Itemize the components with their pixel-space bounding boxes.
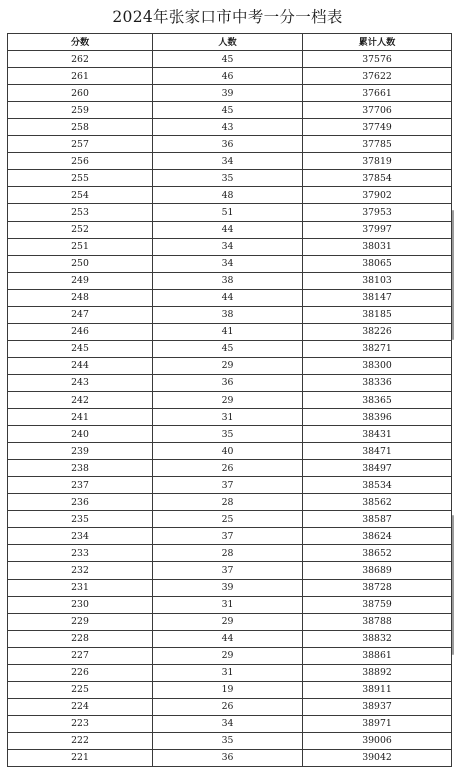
count-cell: 41: [153, 323, 303, 340]
count-cell: 48: [153, 187, 303, 204]
count-cell: 29: [153, 391, 303, 408]
cumulative-cell: 37661: [303, 85, 452, 102]
cumulative-cell: 37997: [303, 221, 452, 238]
cumulative-cell: 38471: [303, 443, 452, 460]
count-cell: 35: [153, 732, 303, 749]
table-row: [8, 698, 452, 715]
scrollbar-thumb-upper[interactable]: [452, 210, 454, 340]
score-cell: 258: [8, 119, 153, 136]
table-row: [8, 494, 452, 511]
table-row: [8, 357, 452, 374]
cumulative-cell: 38832: [303, 630, 452, 647]
cumulative-cell: 38431: [303, 426, 452, 443]
count-cell: 19: [153, 681, 303, 698]
count-cell: 39: [153, 579, 303, 596]
count-cell: 36: [153, 136, 303, 153]
cumulative-cell: 38728: [303, 579, 452, 596]
score-cell: 224: [8, 698, 153, 715]
score-cell: 222: [8, 732, 153, 749]
cumulative-cell: 37622: [303, 68, 452, 85]
table-row: [8, 68, 452, 85]
table-row: [8, 119, 452, 136]
cumulative-cell: 38365: [303, 391, 452, 408]
count-cell: 31: [153, 409, 303, 426]
table-row: [8, 102, 452, 119]
score-cell: 223: [8, 715, 153, 732]
cumulative-cell: 38185: [303, 306, 452, 323]
cumulative-cell: 38396: [303, 409, 452, 426]
score-cell: 245: [8, 340, 153, 357]
table-row: [8, 715, 452, 732]
score-cell: 236: [8, 494, 153, 511]
table-row: [8, 613, 452, 630]
score-cell: 240: [8, 426, 153, 443]
cumulative-cell: 38892: [303, 664, 452, 681]
score-cell: 251: [8, 238, 153, 255]
score-cell: 239: [8, 443, 153, 460]
table-row: [8, 443, 452, 460]
score-cell: 261: [8, 68, 153, 85]
cumulative-cell: 39042: [303, 749, 452, 766]
score-cell: 249: [8, 272, 153, 289]
table-row: [8, 630, 452, 647]
score-cell: 238: [8, 460, 153, 477]
table-row: [8, 477, 452, 494]
table-row: [8, 272, 452, 289]
score-cell: 243: [8, 374, 153, 391]
table-row: [8, 664, 452, 681]
cumulative-cell: 38788: [303, 613, 452, 630]
count-cell: 25: [153, 511, 303, 528]
cumulative-cell: 38497: [303, 460, 452, 477]
score-cell: 247: [8, 306, 153, 323]
cumulative-cell: 37785: [303, 136, 452, 153]
count-cell: 38: [153, 272, 303, 289]
table-row: [8, 596, 452, 613]
score-cell: 241: [8, 409, 153, 426]
cumulative-cell: 37706: [303, 102, 452, 119]
count-cell: 37: [153, 528, 303, 545]
score-cell: 235: [8, 511, 153, 528]
table-row: [8, 749, 452, 766]
count-cell: 31: [153, 596, 303, 613]
table-row: [8, 732, 452, 749]
cumulative-cell: 38971: [303, 715, 452, 732]
score-cell: 250: [8, 255, 153, 272]
score-cell: 230: [8, 596, 153, 613]
score-cell: 244: [8, 357, 153, 374]
cumulative-cell: 38759: [303, 596, 452, 613]
count-cell: 38: [153, 306, 303, 323]
count-cell: 40: [153, 443, 303, 460]
table-row: [8, 238, 452, 255]
count-cell: 36: [153, 749, 303, 766]
page-title: 2024年张家口市中考一分一档表: [112, 8, 343, 26]
table-row: [8, 153, 452, 170]
table-row: [8, 528, 452, 545]
count-cell: 45: [153, 340, 303, 357]
cumulative-cell: 38271: [303, 340, 452, 357]
table-row: [8, 562, 452, 579]
count-cell: 35: [153, 170, 303, 187]
cumulative-cell: 39006: [303, 732, 452, 749]
table-row: [8, 204, 452, 221]
score-cell: 262: [8, 51, 153, 68]
cumulative-cell: 38103: [303, 272, 452, 289]
cumulative-cell: 38534: [303, 477, 452, 494]
score-cell: 254: [8, 187, 153, 204]
score-cell: 234: [8, 528, 153, 545]
table-row: [8, 426, 452, 443]
count-cell: 34: [153, 153, 303, 170]
table-row: [8, 136, 452, 153]
score-cell: 232: [8, 562, 153, 579]
score-cell: 260: [8, 85, 153, 102]
cumulative-cell: 38336: [303, 374, 452, 391]
score-cell: 248: [8, 289, 153, 306]
count-cell: 44: [153, 630, 303, 647]
count-cell: 44: [153, 221, 303, 238]
cumulative-cell: 37576: [303, 51, 452, 68]
table-row: [8, 221, 452, 238]
count-cell: 31: [153, 664, 303, 681]
table-row: [8, 409, 452, 426]
score-cell: 253: [8, 204, 153, 221]
cumulative-cell: 38652: [303, 545, 452, 562]
score-cell: 257: [8, 136, 153, 153]
count-cell: 29: [153, 647, 303, 664]
score-cell: 246: [8, 323, 153, 340]
count-cell: 46: [153, 68, 303, 85]
column-header-count: 人数: [153, 34, 303, 51]
table-row: [8, 51, 452, 68]
count-cell: 26: [153, 698, 303, 715]
count-cell: 34: [153, 255, 303, 272]
column-header-score: 分数: [8, 34, 153, 51]
count-cell: 28: [153, 545, 303, 562]
cumulative-cell: 38937: [303, 698, 452, 715]
score-cell: 225: [8, 681, 153, 698]
score-table: [7, 33, 452, 767]
table-row: [8, 681, 452, 698]
table-row: [8, 460, 452, 477]
score-cell: 221: [8, 749, 153, 766]
count-cell: 34: [153, 715, 303, 732]
table-row: [8, 85, 452, 102]
table-row: [8, 323, 452, 340]
score-cell: 229: [8, 613, 153, 630]
score-cell: 256: [8, 153, 153, 170]
cumulative-cell: 38689: [303, 562, 452, 579]
cumulative-cell: 38147: [303, 289, 452, 306]
table-row: [8, 187, 452, 204]
count-cell: 44: [153, 289, 303, 306]
cumulative-cell: 37953: [303, 204, 452, 221]
cumulative-cell: 38065: [303, 255, 452, 272]
count-cell: 34: [153, 238, 303, 255]
cumulative-cell: 38031: [303, 238, 452, 255]
table-row: [8, 170, 452, 187]
count-cell: 43: [153, 119, 303, 136]
cumulative-cell: 37749: [303, 119, 452, 136]
count-cell: 29: [153, 613, 303, 630]
cumulative-cell: 38861: [303, 647, 452, 664]
cumulative-cell: 37902: [303, 187, 452, 204]
table-row: [8, 647, 452, 664]
count-cell: 45: [153, 102, 303, 119]
table-row: [8, 289, 452, 306]
count-cell: 45: [153, 51, 303, 68]
count-cell: 51: [153, 204, 303, 221]
score-cell: 231: [8, 579, 153, 596]
cumulative-cell: 38300: [303, 357, 452, 374]
column-header-cumulative: 累计人数: [303, 34, 452, 51]
score-cell: 237: [8, 477, 153, 494]
score-cell: 228: [8, 630, 153, 647]
count-cell: 39: [153, 85, 303, 102]
score-cell: 227: [8, 647, 153, 664]
cumulative-cell: 38226: [303, 323, 452, 340]
count-cell: 29: [153, 357, 303, 374]
score-cell: 255: [8, 170, 153, 187]
table-header-row: [8, 34, 452, 51]
cumulative-cell: 38911: [303, 681, 452, 698]
table-row: [8, 391, 452, 408]
count-cell: 37: [153, 562, 303, 579]
cumulative-cell: 38624: [303, 528, 452, 545]
count-cell: 26: [153, 460, 303, 477]
cumulative-cell: 37819: [303, 153, 452, 170]
table-row: [8, 374, 452, 391]
score-cell: 252: [8, 221, 153, 238]
table-row: [8, 306, 452, 323]
score-cell: 226: [8, 664, 153, 681]
cumulative-cell: 37854: [303, 170, 452, 187]
cumulative-cell: 38562: [303, 494, 452, 511]
score-cell: 233: [8, 545, 153, 562]
table-row: [8, 545, 452, 562]
table-row: [8, 255, 452, 272]
count-cell: 37: [153, 477, 303, 494]
score-cell: 259: [8, 102, 153, 119]
count-cell: 36: [153, 374, 303, 391]
scrollbar-thumb-lower[interactable]: [452, 515, 454, 655]
score-cell: 242: [8, 391, 153, 408]
cumulative-cell: 38587: [303, 511, 452, 528]
table-row: [8, 579, 452, 596]
table-row: [8, 511, 452, 528]
table-row: [8, 340, 452, 357]
count-cell: 28: [153, 494, 303, 511]
count-cell: 35: [153, 426, 303, 443]
